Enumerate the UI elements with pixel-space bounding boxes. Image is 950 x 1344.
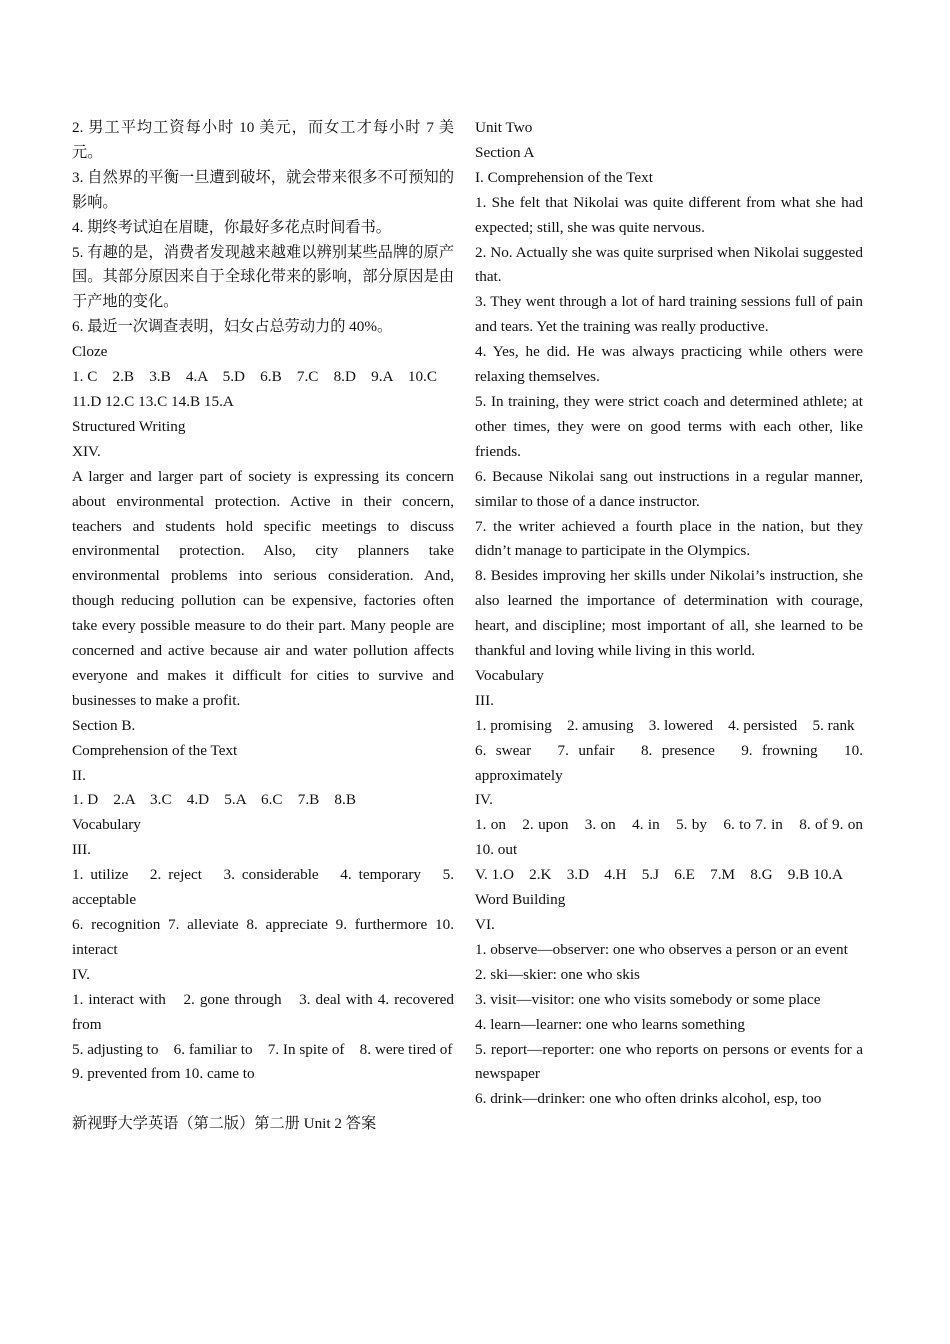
paragraph: 1. observe—observer: one who observes a person or an event: [475, 940, 848, 958]
paragraph: 2. No. Actually she was quite surprised when Nikolai suggested that.: [475, 243, 863, 286]
spacer: [72, 1087, 454, 1112]
paragraph: 1. She felt that Nikolai was quite different from what she had expected; still, she was quite nervous.: [475, 193, 863, 236]
answer-line: 1. interact with 2. gone through 3. deal with 4. recovered from: [72, 990, 454, 1033]
left-column: [72, 116, 454, 1137]
paragraph: 2. 男工平均工资每小时 10 美元，而女工才每小时 7 美元。: [72, 119, 454, 161]
answer-line: 1. promising 2. amusing 3. lowered 4. persisted 5. rank: [475, 716, 855, 734]
answer-line: 1. D 2.A 3.C 4.D 5.A 6.C 7.B 8.B: [72, 791, 356, 809]
section-heading: III.: [475, 691, 494, 709]
paragraph: 7. the writer achieved a fourth place in the nation, but they didn’t manage to participate in the Olympics.: [475, 517, 863, 560]
answer-line: 5. adjusting to 6. familiar to 7. In spite of 8. were tired of: [72, 1040, 453, 1058]
paragraph: A larger and larger part of society is expressing its concern about environmental protection. Active in their concern, teachers and students hold specific meetings to discuss environmental protection. Also, city planners take environmental problems into serious consideration. And, though reducing pollution can be expensive, factories often take every possible measure to do their part. Many people are concerned and active because air and water pollution affects everyone and makes it difficult for cities to survive and businesses to make a profit.: [72, 467, 454, 709]
section-heading: II.: [72, 766, 86, 784]
paragraph: 2. ski—skier: one who skis: [475, 965, 640, 983]
section-heading: Vocabulary: [72, 816, 141, 834]
section-heading: Structured Writing: [72, 417, 186, 435]
paragraph: 5. 有趣的是，消费者发现越来越难以辨别某些品牌的原产国。其部分原因来自于全球化带来的影响，部分原因是由于产地的变化。: [72, 243, 454, 311]
paragraph: 6. drink—drinker: one who often drinks alcohol, esp, too: [475, 1090, 822, 1108]
answer-line: 9. prevented from 10. came to: [72, 1065, 255, 1083]
answer-line: 11.D 12.C 13.C 14.B 15.A: [72, 392, 234, 410]
section-heading: Vocabulary: [475, 666, 544, 684]
answer-line: V. 1.O 2.K 3.D 4.H 5.J 6.E 7.M 8.G 9.B 10.A: [475, 866, 844, 884]
section-heading: Section A: [475, 143, 535, 161]
section-heading: IV.: [72, 965, 90, 983]
paragraph: 5. In training, they were strict coach and determined athlete; at other times, they were on good terms with each other, like friends.: [475, 392, 863, 460]
document-footer-title: 新视野大学英语（第二版）第二册 Unit 2 答案: [72, 1115, 377, 1133]
paragraph: 6. Because Nikolai sang out instructions in a regular manner, similar to those of a dance instructor.: [475, 467, 863, 510]
paragraph: 3. They went through a lot of hard training sessions full of pain and tears. Yet the training was really productive.: [475, 293, 863, 336]
paragraph: 4. Yes, he did. He was always practicing while others were relaxing themselves.: [475, 343, 863, 386]
paragraph: 6. 最近一次调查表明，妇女占总劳动力的 40%。: [72, 318, 393, 336]
section-heading: IV.: [475, 791, 493, 809]
section-heading: Comprehension of the Text: [72, 741, 238, 759]
paragraph: 3. 自然界的平衡一旦遭到破坏，就会带来很多不可预知的影响。: [72, 168, 454, 211]
right-column: [475, 116, 863, 1112]
answer-line: 1. utilize 2. reject 3. considerable 4. temporary 5. acceptable: [72, 866, 454, 909]
answer-line: 1. C 2.B 3.B 4.A 5.D 6.B 7.C 8.D 9.A 10.C: [72, 368, 437, 386]
answer-line: 6. recognition 7. alleviate 8. appreciate 9. furthermore 10. interact: [72, 916, 454, 958]
section-heading: I. Comprehension of the Text: [475, 168, 653, 186]
section-heading: III.: [72, 841, 91, 859]
paragraph: 4. 期终考试迫在眉睫，你最好多花点时间看书。: [72, 218, 391, 236]
section-heading: Word Building: [475, 891, 566, 909]
paragraph: 5. report—reporter: one who reports on persons or events for a newspaper: [475, 1040, 863, 1083]
section-heading: VI.: [475, 916, 495, 933]
answer-line: 6. swear 7. unfair 8. presence 9. frowning 10. approximately: [475, 741, 863, 784]
paragraph: 4. learn—learner: one who learns something: [475, 1015, 745, 1033]
answer-line: 1. on 2. upon 3. on 4. in 5. by 6. to 7. in 8. of 9. on 10. out: [475, 816, 863, 859]
unit-title: Unit Two: [475, 119, 533, 136]
section-heading: Section B.: [72, 716, 136, 734]
section-heading: XIV.: [72, 442, 101, 460]
section-heading: Cloze: [72, 343, 108, 361]
paragraph: 3. visit—visitor: one who visits somebody or some place: [475, 990, 821, 1008]
paragraph: 8. Besides improving her skills under Nikolai’s instruction, she also learned the importance of determination with courage, heart, and discipline; most important of all, she learned to be thankful and loving while living in this world.: [475, 567, 863, 660]
